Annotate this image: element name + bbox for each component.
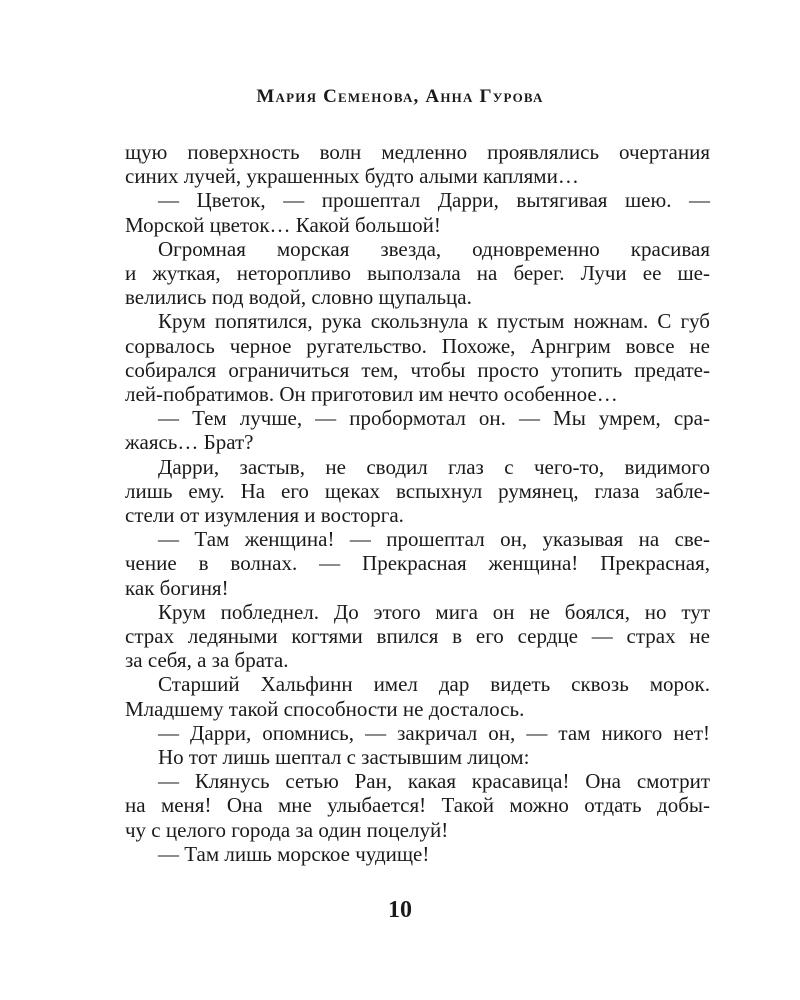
text-line: собирался ограничиться тем, чтобы просто утопить предате-	[125, 357, 710, 382]
text-line: — Дарри, опомнись, — закричал он, — там никого нет!	[158, 720, 710, 745]
text-line: — Там лишь морское чудище!	[158, 841, 430, 866]
running-head: Мария Семенова, Анна Гурова	[256, 86, 544, 107]
body-text	[125, 140, 710, 866]
text-line: чу с целого города за один поцелуй!	[125, 817, 449, 842]
text-line: велились под водой, словно щупальца.	[125, 285, 472, 310]
text-line: Младшему такой способности не досталось.	[125, 696, 525, 721]
text-line: на меня! Она мне улыбается! Такой можно отдать добы-	[125, 793, 710, 818]
text-line: стели от изумления и восторга.	[125, 503, 404, 528]
text-line: Огромная морская звезда, одновременно красивая	[158, 236, 710, 261]
text-line: щую поверхность волн медленно проявлялись очертания	[125, 140, 710, 164]
text-line: Морской цветок… Какой большой!	[125, 212, 441, 237]
text-line: — Тем лучше, — пробормотал он. — Мы умрем, сра-	[158, 406, 710, 431]
text-line: жаясь… Брат?	[125, 430, 254, 455]
text-line: — Там женщина! — прошептал он, указывая на све-	[158, 527, 710, 552]
text-line: Старший Хальфинн имел дар видеть сквозь морок.	[158, 672, 710, 697]
text-line: сорвалось черное ругательство. Похоже, Арнгрим вовсе не	[125, 333, 710, 358]
text-line: и жуткая, неторопливо выползала на берег. Лучи ее ше-	[125, 261, 710, 286]
text-line: как богиня!	[125, 575, 229, 600]
text-line: Крум побледнел. До этого мига он не боялся, но тут	[158, 599, 710, 624]
text-line: — Цветок, — прошептал Дарри, вытягивая шею. —	[158, 188, 710, 213]
page-number: 10	[388, 897, 412, 923]
text-line: синих лучей, украшенных будто алыми каплями…	[125, 164, 579, 189]
text-line: страх ледяными когтями впился в его сердце — страх не	[125, 624, 710, 649]
text-line: Крум попятился, рука скользнула к пустым ножнам. С губ	[158, 309, 710, 334]
text-line: лишь ему. На его щеках вспыхнул румянец, глаза забле-	[125, 478, 710, 503]
text-line: за себя, а за брата.	[125, 648, 289, 673]
text-line: лей-побратимов. Он приготовил им нечто особенное…	[125, 382, 618, 407]
text-line: — Клянусь сетью Ран, какая красавица! Она смотрит	[158, 769, 710, 794]
text-line: Дарри, застыв, не сводил глаз с чего-то, видимого	[158, 454, 710, 479]
text-line: чение в волнах. — Прекрасная женщина! Прекрасная,	[125, 551, 710, 576]
text-line: Но тот лишь шептал с застывшим лицом:	[158, 745, 530, 770]
